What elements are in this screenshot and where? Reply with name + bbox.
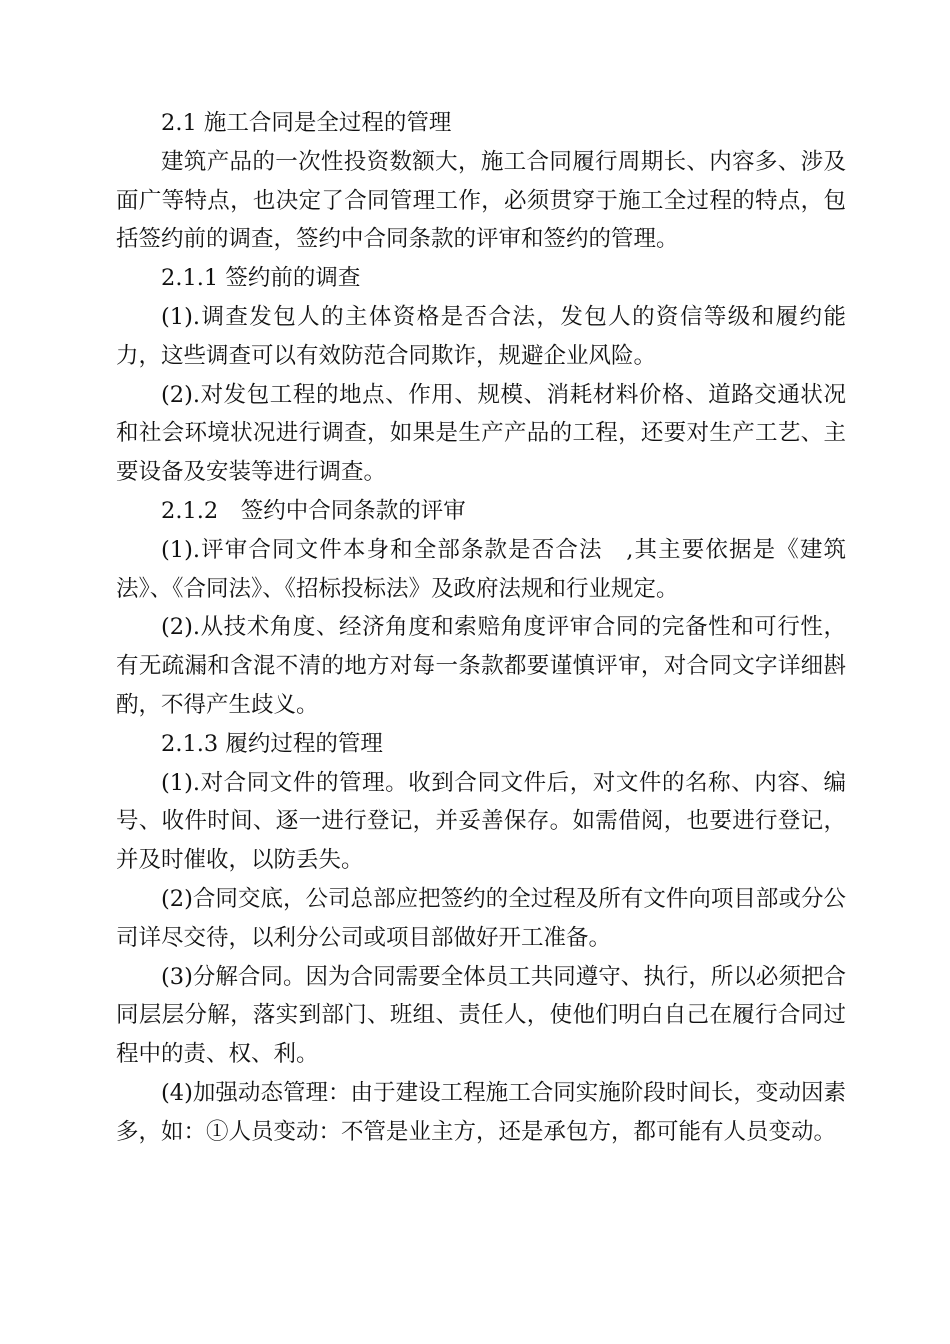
paragraph-2-1-3-item-2: (2)合同交底，公司总部应把签约的全过程及所有文件向项目部或分公司详尽交待，以利分公司或项目部做好开工准备。 <box>116 885 846 951</box>
section-heading-2-1-1: 2.1.1 签约前的调查 <box>161 265 361 292</box>
paragraph-2-1-3-item-1: (1).对合同文件的管理。收到合同文件后，对文件的名称、内容、编号、收件时间、逐一进行登记，并妥善保存。如需借阅，也要进行登记，并及时催收，以防丢失。 <box>116 769 846 874</box>
paragraph-2-1-3-item-3: (3)分解合同。因为合同需要全体员工共同遵守、执行，所以必须把合同层层分解，落实到部门、班组、责任人，使他们明白自己在履行合同过程中的责、权、利。 <box>116 963 846 1068</box>
paragraph-intro: 建筑产品的一次性投资数额大，施工合同履行周期长、内容多、涉及面广等特点，也决定了合同管理工作，必须贯穿于施工全过程的特点，包括签约前的调查，签约中合同条款的评审和签约的管理。 <box>116 148 846 253</box>
paragraph-2-1-2-item-1: (1).评审合同文件本身和全部条款是否合法 ,其主要依据是《建筑法》、《合同法》、《招标投标法》及政府法规和行业规定。 <box>116 536 846 602</box>
paragraph-2-1-1-item-1: (1).调查发包人的主体资格是否合法，发包人的资信等级和履约能力，这些调查可以有效防范合同欺诈，规避企业风险。 <box>116 303 846 369</box>
section-heading-2-1-3: 2.1.3 履约过程的管理 <box>161 730 383 757</box>
section-heading-2-1: 2.1 施工合同是全过程的管理 <box>161 110 452 136</box>
paragraph-2-1-3-item-4: (4)加强动态管理：由于建设工程施工合同实施阶段时间长，变动因素多，如：①人员变动：不管是业主方，还是承包方，都可能有人员变动。 <box>116 1079 846 1145</box>
section-heading-2-1-2: 2.1.2 签约中合同条款的评审 <box>161 497 466 524</box>
paragraph-2-1-2-item-2: (2).从技术角度、经济角度和索赔角度评审合同的完备性和可行性，有无疏漏和含混不清的地方对每一条款都要谨慎评审，对合同文字详细斟酌，不得产生歧义。 <box>116 614 846 718</box>
paragraph-2-1-1-item-2: (2).对发包工程的地点、作用、规模、消耗材料价格、道路交通状况和社会环境状况进行调查，如果是生产产品的工程，还要对生产工艺、主要设备及安装等进行调查。 <box>116 381 846 486</box>
document-body <box>116 104 846 1152</box>
